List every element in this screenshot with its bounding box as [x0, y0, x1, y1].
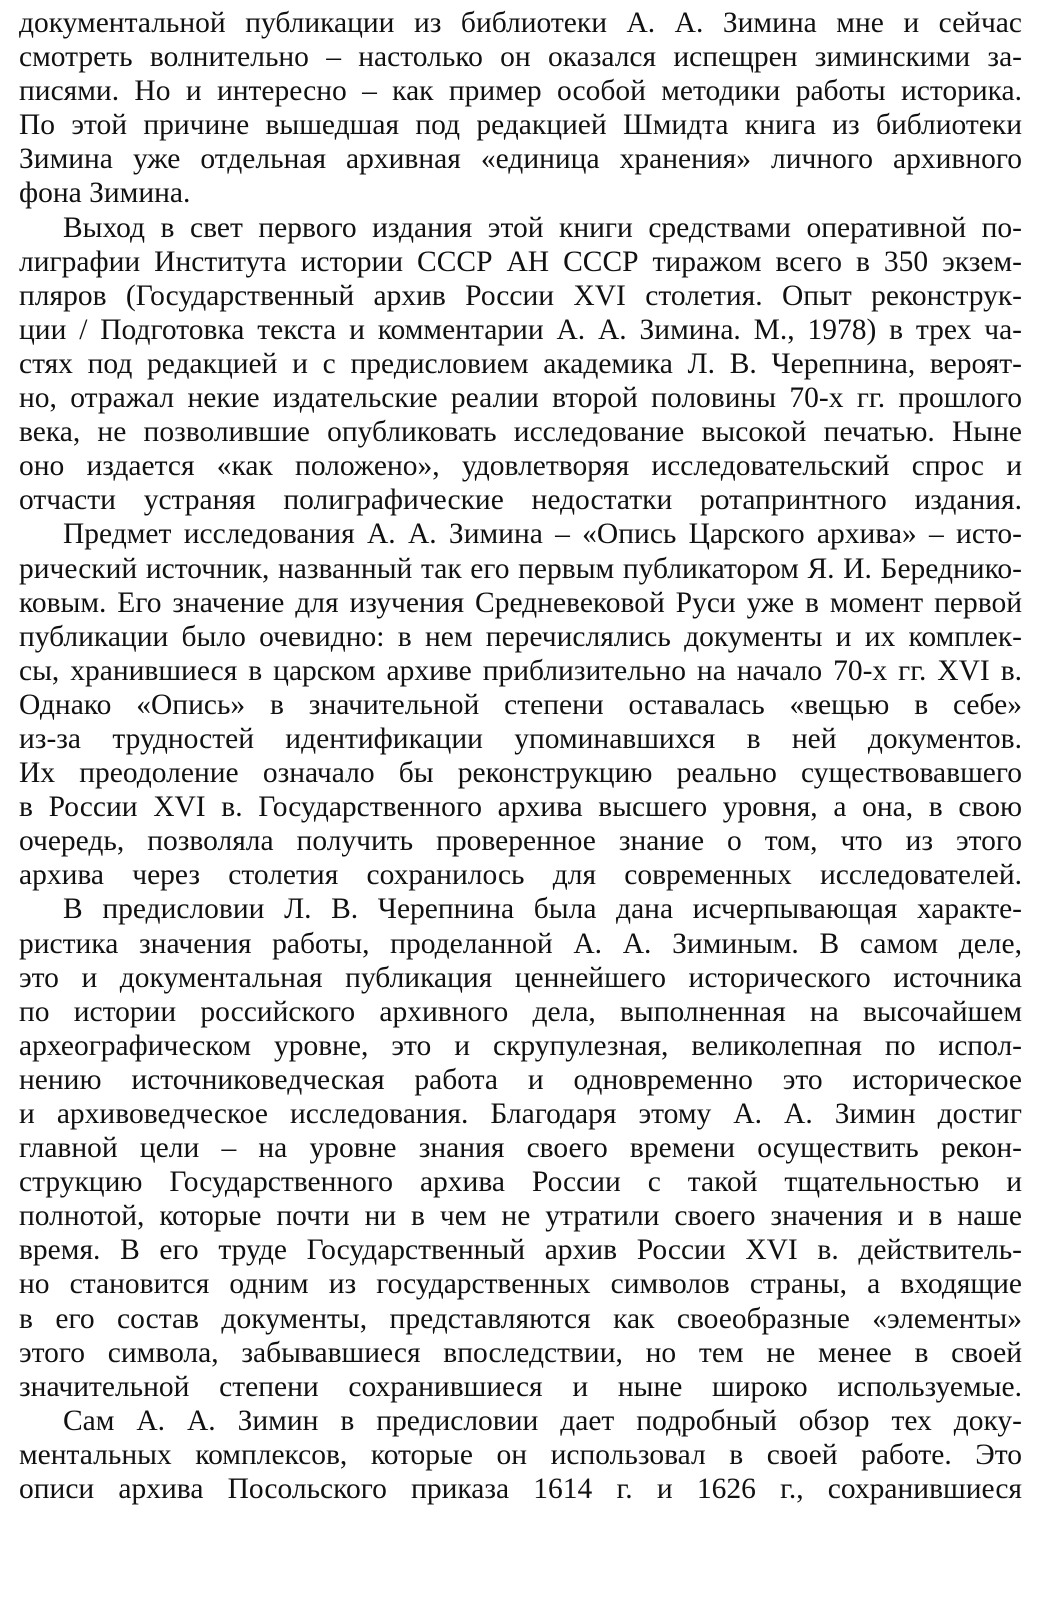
document-page	[19, 6, 1022, 1506]
text-line: Предмет исследования А. А. Зимина – «Опись Царского архива» – исто-	[63, 518, 1022, 551]
text-line: смотреть волнительно – настолько он оказался испещрен зиминскими за-	[19, 41, 1022, 74]
text-line: в России XVI в. Государственного архива высшего уровня, а она, в свою	[19, 791, 1022, 824]
text-line: нению источниковедческая работа и одновременно это историческое	[19, 1063, 1022, 1096]
text-line: лиграфии Института истории СССР АН СССР тиражом всего в 350 экзем-	[19, 245, 1022, 278]
text-line: время. В его труде Государственный архив России XVI в. действитель-	[19, 1234, 1022, 1267]
text-line: значительной степени сохранившиеся и ныне широко используемые.	[19, 1370, 1022, 1403]
text-line: публикации было очевидно: в нем перечислялись документы и их комплек-	[19, 620, 1022, 653]
text-line: века, не позволившие опубликовать исследование высокой печатью. Ныне	[19, 416, 1022, 449]
text-line: археографическом уровне, это и скрупулезная, великолепная по испол-	[19, 1029, 1022, 1062]
text-line: описи архива Посольского приказа 1614 г. и 1626 г., сохранившиеся	[19, 1473, 1022, 1506]
text-line: рический источник, названный так его первым публикатором Я. И. Береднико-	[19, 552, 1022, 585]
text-line: но, отражал некие издательские реалии второй половины 70-х гг. прошлого	[19, 382, 1022, 415]
text-line: отчасти устраняя полиграфические недостатки ротапринтного издания.	[19, 484, 1022, 517]
text-line: и архивоведческое исследования. Благодаря этому А. А. Зимин достиг	[19, 1098, 1022, 1130]
text-line: струкцию Государственного архива России с такой тщательностью и	[19, 1166, 1022, 1199]
text-line: ментальных комплексов, которые он использовал в своей работе. Это	[19, 1438, 1022, 1471]
text-line: этого символа, забывавшиеся впоследствии, но тем не менее в своей	[19, 1336, 1022, 1369]
text-line: ции / Подготовка текста и комментарии А. А. Зимина. М., 1978) в трех ча-	[19, 313, 1022, 346]
text-line: архива через столетия сохранилось для современных исследователей.	[19, 859, 1022, 892]
text-line: Зимина уже отдельная архивная «единица хранения» личного архивного	[19, 143, 1022, 176]
text-line: очередь, позволяла получить проверенное знание о том, что из этого	[19, 825, 1022, 858]
text-line: ковым. Его значение для изучения Средневековой Руси уже в момент первой	[19, 586, 1022, 619]
text-line: документальной публикации из библиотеки А. А. Зимина мне и сейчас	[19, 7, 1022, 39]
text-line: Сам А. А. Зимин в предисловии дает подробный обзор тех доку-	[63, 1404, 1022, 1437]
text-line: это и документальная публикация ценнейшего исторического источника	[19, 961, 1022, 994]
text-line: из-за трудностей идентификации упоминавшихся в ней документов.	[19, 722, 1022, 755]
text-line: писями. Но и интересно – как пример особой методики работы историка.	[19, 75, 1022, 108]
text-line: по истории российского архивного дела, выполненная на высочайшем	[19, 995, 1022, 1028]
text-line: Выход в свет первого издания этой книги средствами оперативной по-	[63, 211, 1022, 244]
text-line: в его состав документы, представляются как своеобразные «элементы»	[19, 1302, 1022, 1335]
text-line: полнотой, которые почти ни в чем не утратили своего значения и в наше	[19, 1200, 1022, 1233]
text-line: По этой причине вышедшая под редакцией Шмидта книга из библиотеки	[19, 109, 1022, 142]
text-line: стях под редакцией и с предисловием академика Л. В. Черепнина, вероят-	[19, 347, 1022, 380]
text-line: В предисловии Л. В. Черепнина была дана исчерпывающая характе-	[63, 893, 1022, 926]
text-line: но становится одним из государственных символов страны, а входящие	[19, 1268, 1022, 1301]
text-line: ристика значения работы, проделанной А. А. Зиминым. В самом деле,	[19, 927, 1022, 960]
text-line: главной цели – на уровне знания своего времени осуществить рекон-	[19, 1132, 1022, 1165]
text-line: Однако «Опись» в значительной степени оставалась «вещью в себе»	[19, 688, 1022, 721]
text-line: Их преодоление означало бы реконструкцию реально существовавшего	[19, 757, 1022, 790]
text-line: оно издается «как положено», удовлетворяя исследовательский спрос и	[19, 450, 1022, 483]
text-line: пляров (Государственный архив России XVI столетия. Опыт реконструк-	[19, 279, 1022, 312]
text-line: сы, хранившиеся в царском архиве приблизительно на начало 70-х гг. XVI в.	[19, 654, 1022, 687]
text-line: фона Зимина.	[19, 177, 191, 210]
